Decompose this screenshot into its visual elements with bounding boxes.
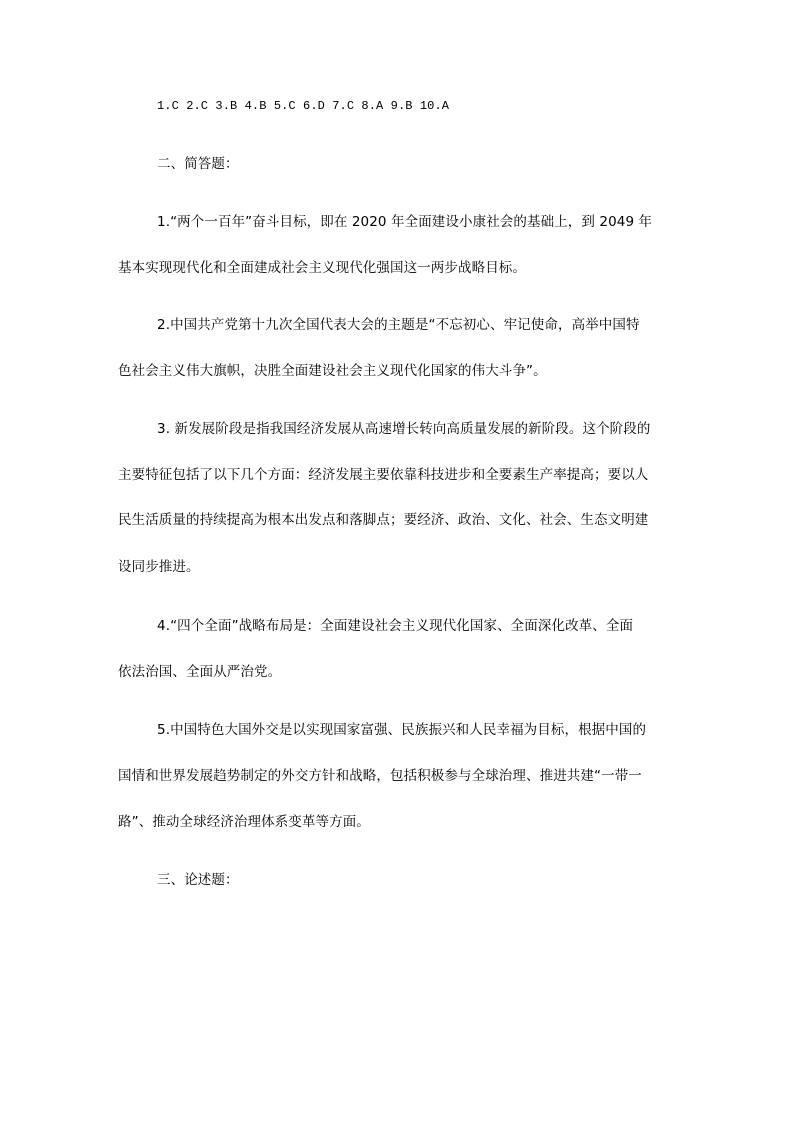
text-line: 依法治国、全面从严治党。 bbox=[118, 664, 282, 680]
text-line: 基本实现现代化和全面建成社会主义现代化强国这一两步战略目标。 bbox=[118, 260, 526, 276]
text-line: 3. 新发展阶段是指我国经济发展从高速增长转向高质量发展的新阶段。这个阶段的 bbox=[157, 421, 651, 437]
text-line: 2.中国共产党第十九次全国代表大会的主题是“不忘初心、牢记使命，高举中国特 bbox=[157, 317, 640, 333]
text-line: 国情和世界发展趋势制定的外交方针和战略，包括积极参与全球治理、推进共建“一带一 bbox=[118, 768, 642, 784]
text-line: 1.“两个一百年”奋斗目标，即在 2020 年全面建设小康社会的基础上，到 2049 年 bbox=[157, 214, 653, 230]
text-line: 路”、推动全球经济治理体系变革等方面。 bbox=[118, 814, 370, 830]
multiple-choice-answers: 1.C 2.C 3.B 4.B 5.C 6.D 7.C 8.A 9.B 10.A bbox=[157, 99, 450, 113]
text-line: 4.“四个全面”战略布局是：全面建设社会主义现代化国家、全面深化改革、全面 bbox=[157, 618, 634, 634]
text-line: 5.中国特色大国外交是以实现国家富强、民族振兴和人民幸福为目标，根据中国的 bbox=[157, 722, 647, 738]
text-line: 设同步推进。 bbox=[118, 559, 200, 575]
text-line: 民生活质量的持续提高为根本出发点和落脚点；要经济、政治、文化、社会、生态文明建 bbox=[118, 512, 649, 528]
section-2-heading: 二、简答题： bbox=[157, 156, 239, 172]
text-line: 色社会主义伟大旗帜，决胜全面建设社会主义现代化国家的伟大斗争”。 bbox=[118, 363, 547, 379]
section-3-heading: 三、论述题： bbox=[157, 872, 239, 888]
text-line: 主要特征包括了以下几个方面：经济发展主要依靠科技进步和全要素生产率提高；要以人 bbox=[118, 467, 649, 483]
